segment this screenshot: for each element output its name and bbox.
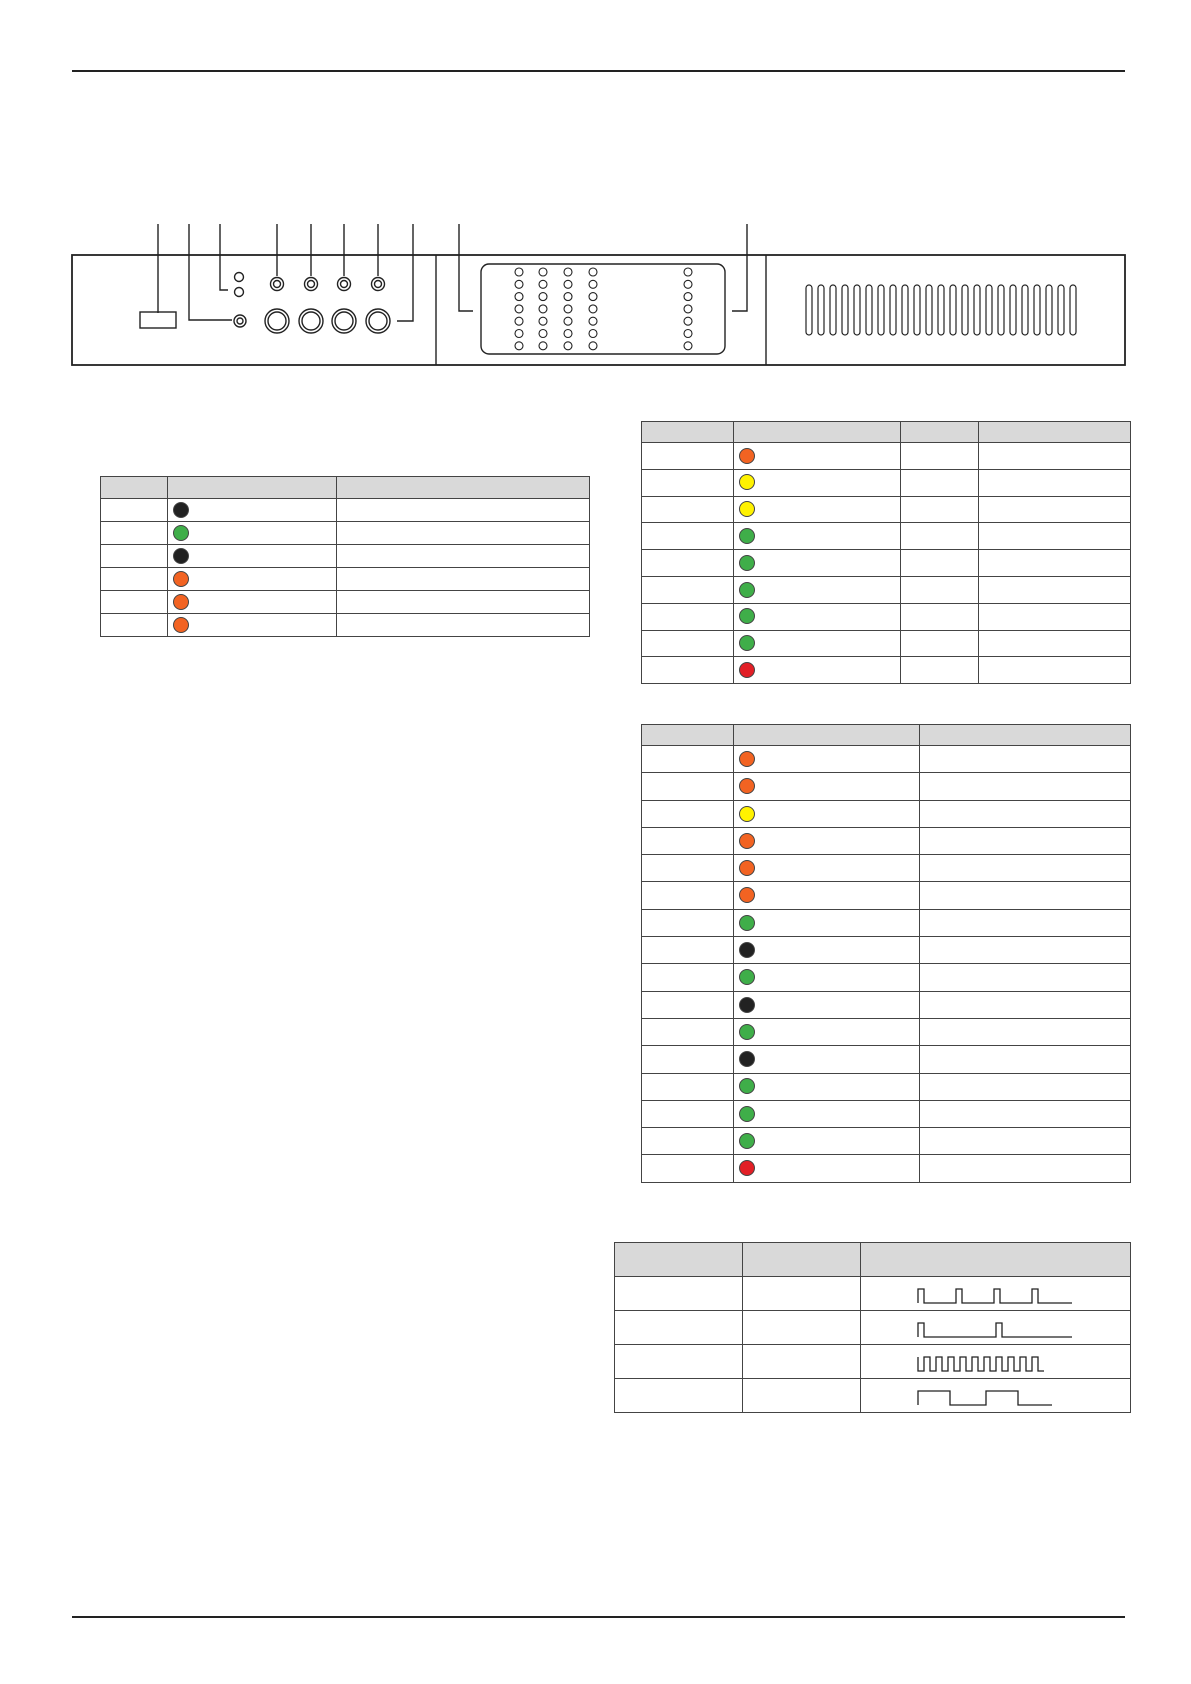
display-led — [684, 330, 692, 338]
vent-slot — [902, 285, 908, 335]
display-led — [589, 268, 597, 276]
table-row — [642, 964, 1131, 991]
table-cell — [101, 499, 168, 522]
vent-slot — [842, 285, 848, 335]
green-led-icon — [739, 582, 755, 598]
display-led — [589, 280, 597, 288]
display-led — [684, 317, 692, 325]
front-panel-diagram — [0, 0, 1191, 380]
table-row — [642, 746, 1131, 773]
table-row — [642, 773, 1131, 800]
table-row — [642, 496, 1131, 523]
table-row — [101, 568, 590, 591]
table-row — [642, 827, 1131, 854]
table-cell — [920, 1155, 1131, 1182]
green-led-icon — [739, 1133, 755, 1149]
green-led-icon — [739, 608, 755, 624]
table-cell — [920, 746, 1131, 773]
table-cell — [642, 1046, 734, 1073]
callout-10 — [732, 224, 747, 311]
table-row — [642, 800, 1131, 827]
table-cell — [642, 630, 734, 657]
orange-led-icon — [739, 860, 755, 876]
table-row — [101, 522, 590, 545]
vent-slot — [890, 285, 896, 335]
table-cell — [642, 576, 734, 603]
vent-slot — [974, 285, 980, 335]
table-row — [642, 657, 1131, 684]
display-led — [589, 317, 597, 325]
table-cell — [920, 800, 1131, 827]
table-cell — [920, 1073, 1131, 1100]
table-row — [642, 909, 1131, 936]
black-led-icon — [739, 1051, 755, 1067]
display-led — [564, 280, 572, 288]
display-led — [564, 317, 572, 325]
table-cell — [642, 1128, 734, 1155]
table-row — [642, 937, 1131, 964]
display-led — [515, 330, 523, 338]
table-row — [642, 603, 1131, 630]
table-cell — [743, 1345, 861, 1379]
table-row — [642, 991, 1131, 1018]
fast-blink-icon — [916, 1347, 1076, 1377]
vent-slot — [818, 285, 824, 335]
green-led-icon — [739, 1078, 755, 1094]
table-cell — [642, 657, 734, 684]
orange-led-icon — [739, 751, 755, 767]
table-cell — [920, 937, 1131, 964]
display-led — [589, 342, 597, 350]
red-led-icon — [739, 1160, 755, 1176]
vent-slot — [998, 285, 1004, 335]
table-cell — [920, 827, 1131, 854]
display-led — [684, 293, 692, 301]
table-row — [101, 499, 590, 522]
table-cell — [920, 991, 1131, 1018]
red-led-icon — [739, 662, 755, 678]
vent-slot — [962, 285, 968, 335]
table-row — [642, 1128, 1131, 1155]
table-cell — [901, 603, 979, 630]
table-row — [615, 1277, 1131, 1311]
table-cell — [920, 964, 1131, 991]
display-led — [539, 330, 547, 338]
table-row — [101, 614, 590, 637]
display-led — [515, 342, 523, 350]
vent-slot — [926, 285, 932, 335]
table-cell — [920, 882, 1131, 909]
headphone-jack — [234, 315, 246, 327]
display-led — [539, 305, 547, 313]
yellow-led-icon — [739, 474, 755, 490]
green-led-icon — [739, 555, 755, 571]
table-cell — [920, 773, 1131, 800]
table-cell — [615, 1345, 743, 1379]
callout-2 — [189, 224, 232, 320]
vent-slot — [1058, 285, 1064, 335]
chassis-outline — [72, 255, 1125, 365]
vent-slot — [830, 285, 836, 335]
table-cell — [642, 1073, 734, 1100]
display-led — [684, 280, 692, 288]
table-cell — [642, 443, 734, 470]
table-cell — [101, 522, 168, 545]
table-cell — [901, 550, 979, 577]
table-cell — [901, 657, 979, 684]
table-row — [642, 469, 1131, 496]
display-led — [539, 280, 547, 288]
table-row — [642, 855, 1131, 882]
orange-led-icon — [173, 594, 189, 610]
led-display-window — [481, 264, 725, 354]
vent-slot — [866, 285, 872, 335]
display-led — [589, 330, 597, 338]
table-cell — [979, 523, 1131, 550]
display-led — [515, 293, 523, 301]
table-cell — [743, 1277, 861, 1311]
table-cell — [101, 545, 168, 568]
status-led-2 — [235, 288, 244, 297]
table-row — [642, 1018, 1131, 1045]
vent-slots — [806, 285, 1076, 335]
display-led — [539, 293, 547, 301]
table-cell — [642, 746, 734, 773]
table-cell — [979, 630, 1131, 657]
table-cell — [337, 591, 590, 614]
table-cell — [979, 603, 1131, 630]
orange-led-icon — [173, 617, 189, 633]
table-cell — [337, 545, 590, 568]
display-led — [539, 342, 547, 350]
front-indicator-table — [100, 476, 590, 637]
display-led — [539, 268, 547, 276]
status-table-b — [641, 724, 1131, 1183]
long-pulse-icon — [916, 1381, 1076, 1411]
jack-2 — [305, 278, 318, 291]
table-cell — [920, 855, 1131, 882]
table-cell — [642, 909, 734, 936]
table-row — [642, 550, 1131, 577]
table-row — [615, 1345, 1131, 1379]
display-led — [684, 305, 692, 313]
vent-slot — [1022, 285, 1028, 335]
vent-slot — [1010, 285, 1016, 335]
status-led-1 — [235, 273, 244, 282]
green-led-icon — [739, 1106, 755, 1122]
table-row — [642, 1073, 1131, 1100]
vent-slot — [938, 285, 944, 335]
table-cell — [901, 576, 979, 603]
table-cell — [337, 568, 590, 591]
led-matrix — [515, 268, 692, 350]
table-cell — [615, 1277, 743, 1311]
vent-slot — [854, 285, 860, 335]
orange-led-icon — [173, 571, 189, 587]
black-led-icon — [173, 548, 189, 564]
table-cell — [642, 496, 734, 523]
green-led-icon — [173, 525, 189, 541]
vent-slot — [1046, 285, 1052, 335]
table-cell — [642, 964, 734, 991]
callout-3 — [220, 224, 228, 290]
jack-1 — [271, 278, 284, 291]
display-led — [515, 268, 523, 276]
green-led-icon — [739, 1024, 755, 1040]
vent-slot — [878, 285, 884, 335]
yellow-led-icon — [739, 501, 755, 517]
table-cell — [979, 469, 1131, 496]
table-cell — [642, 469, 734, 496]
table-row — [101, 545, 590, 568]
footer-rule — [72, 1616, 1125, 1618]
display-led — [564, 268, 572, 276]
table-cell — [920, 1128, 1131, 1155]
vent-slot — [1070, 285, 1076, 335]
orange-led-icon — [739, 778, 755, 794]
table-cell — [101, 614, 168, 637]
table-cell — [979, 576, 1131, 603]
table-cell — [642, 991, 734, 1018]
table-cell — [642, 1018, 734, 1045]
table-cell — [642, 523, 734, 550]
display-led — [589, 293, 597, 301]
table-cell — [642, 1100, 734, 1127]
table-cell — [920, 1046, 1131, 1073]
orange-led-icon — [739, 448, 755, 464]
vent-slot — [950, 285, 956, 335]
display-led — [564, 330, 572, 338]
table-cell — [642, 603, 734, 630]
table-row — [642, 1100, 1131, 1127]
display-led — [515, 280, 523, 288]
black-led-icon — [739, 997, 755, 1013]
table-row — [642, 1046, 1131, 1073]
display-led — [564, 293, 572, 301]
table-cell — [979, 657, 1131, 684]
table-row — [642, 1155, 1131, 1182]
table-cell — [901, 496, 979, 523]
display-led — [564, 342, 572, 350]
green-led-icon — [739, 528, 755, 544]
yellow-led-icon — [739, 806, 755, 822]
table-cell — [337, 522, 590, 545]
table-row — [642, 630, 1131, 657]
table-row — [101, 591, 590, 614]
table-cell — [979, 496, 1131, 523]
power-switch — [140, 312, 176, 328]
green-led-icon — [739, 635, 755, 651]
table-cell — [920, 1100, 1131, 1127]
table-row — [615, 1311, 1131, 1345]
black-led-icon — [173, 502, 189, 518]
callout-9 — [459, 224, 473, 311]
table-row — [642, 443, 1131, 470]
table-cell — [101, 568, 168, 591]
table-cell — [642, 827, 734, 854]
table-cell — [642, 882, 734, 909]
single-pulse-icon — [916, 1313, 1076, 1343]
display-led — [684, 268, 692, 276]
table-cell — [920, 1018, 1131, 1045]
display-led — [684, 342, 692, 350]
table-cell — [101, 591, 168, 614]
vent-slot — [986, 285, 992, 335]
table-cell — [337, 499, 590, 522]
table-cell — [979, 443, 1131, 470]
status-table-a — [641, 421, 1131, 684]
vent-slot — [914, 285, 920, 335]
table-cell — [743, 1311, 861, 1345]
table-cell — [642, 937, 734, 964]
display-led — [589, 305, 597, 313]
table-cell — [615, 1311, 743, 1345]
display-led — [564, 305, 572, 313]
green-led-icon — [739, 969, 755, 985]
table-cell — [642, 855, 734, 882]
table-cell — [642, 550, 734, 577]
table-row — [642, 523, 1131, 550]
jack-3 — [338, 278, 351, 291]
display-led — [515, 317, 523, 325]
table-cell — [901, 469, 979, 496]
callout-8 — [397, 224, 413, 321]
table-row — [642, 576, 1131, 603]
table-cell — [743, 1379, 861, 1413]
table-cell — [901, 443, 979, 470]
table-cell — [979, 550, 1131, 577]
table-cell — [920, 909, 1131, 936]
table-cell — [642, 773, 734, 800]
jack-4 — [372, 278, 385, 291]
table-cell — [615, 1379, 743, 1413]
orange-led-icon — [739, 887, 755, 903]
table-row — [642, 882, 1131, 909]
blink-pattern-table — [614, 1242, 1131, 1413]
table-cell — [901, 523, 979, 550]
orange-led-icon — [739, 833, 755, 849]
display-led — [539, 317, 547, 325]
slow-blink-icon — [916, 1279, 1076, 1309]
vent-slot — [1034, 285, 1040, 335]
green-led-icon — [739, 915, 755, 931]
table-cell — [642, 800, 734, 827]
vent-slot — [806, 285, 812, 335]
table-cell — [337, 614, 590, 637]
table-cell — [901, 630, 979, 657]
black-led-icon — [739, 942, 755, 958]
table-row — [615, 1379, 1131, 1413]
table-cell — [642, 1155, 734, 1182]
display-led — [515, 305, 523, 313]
